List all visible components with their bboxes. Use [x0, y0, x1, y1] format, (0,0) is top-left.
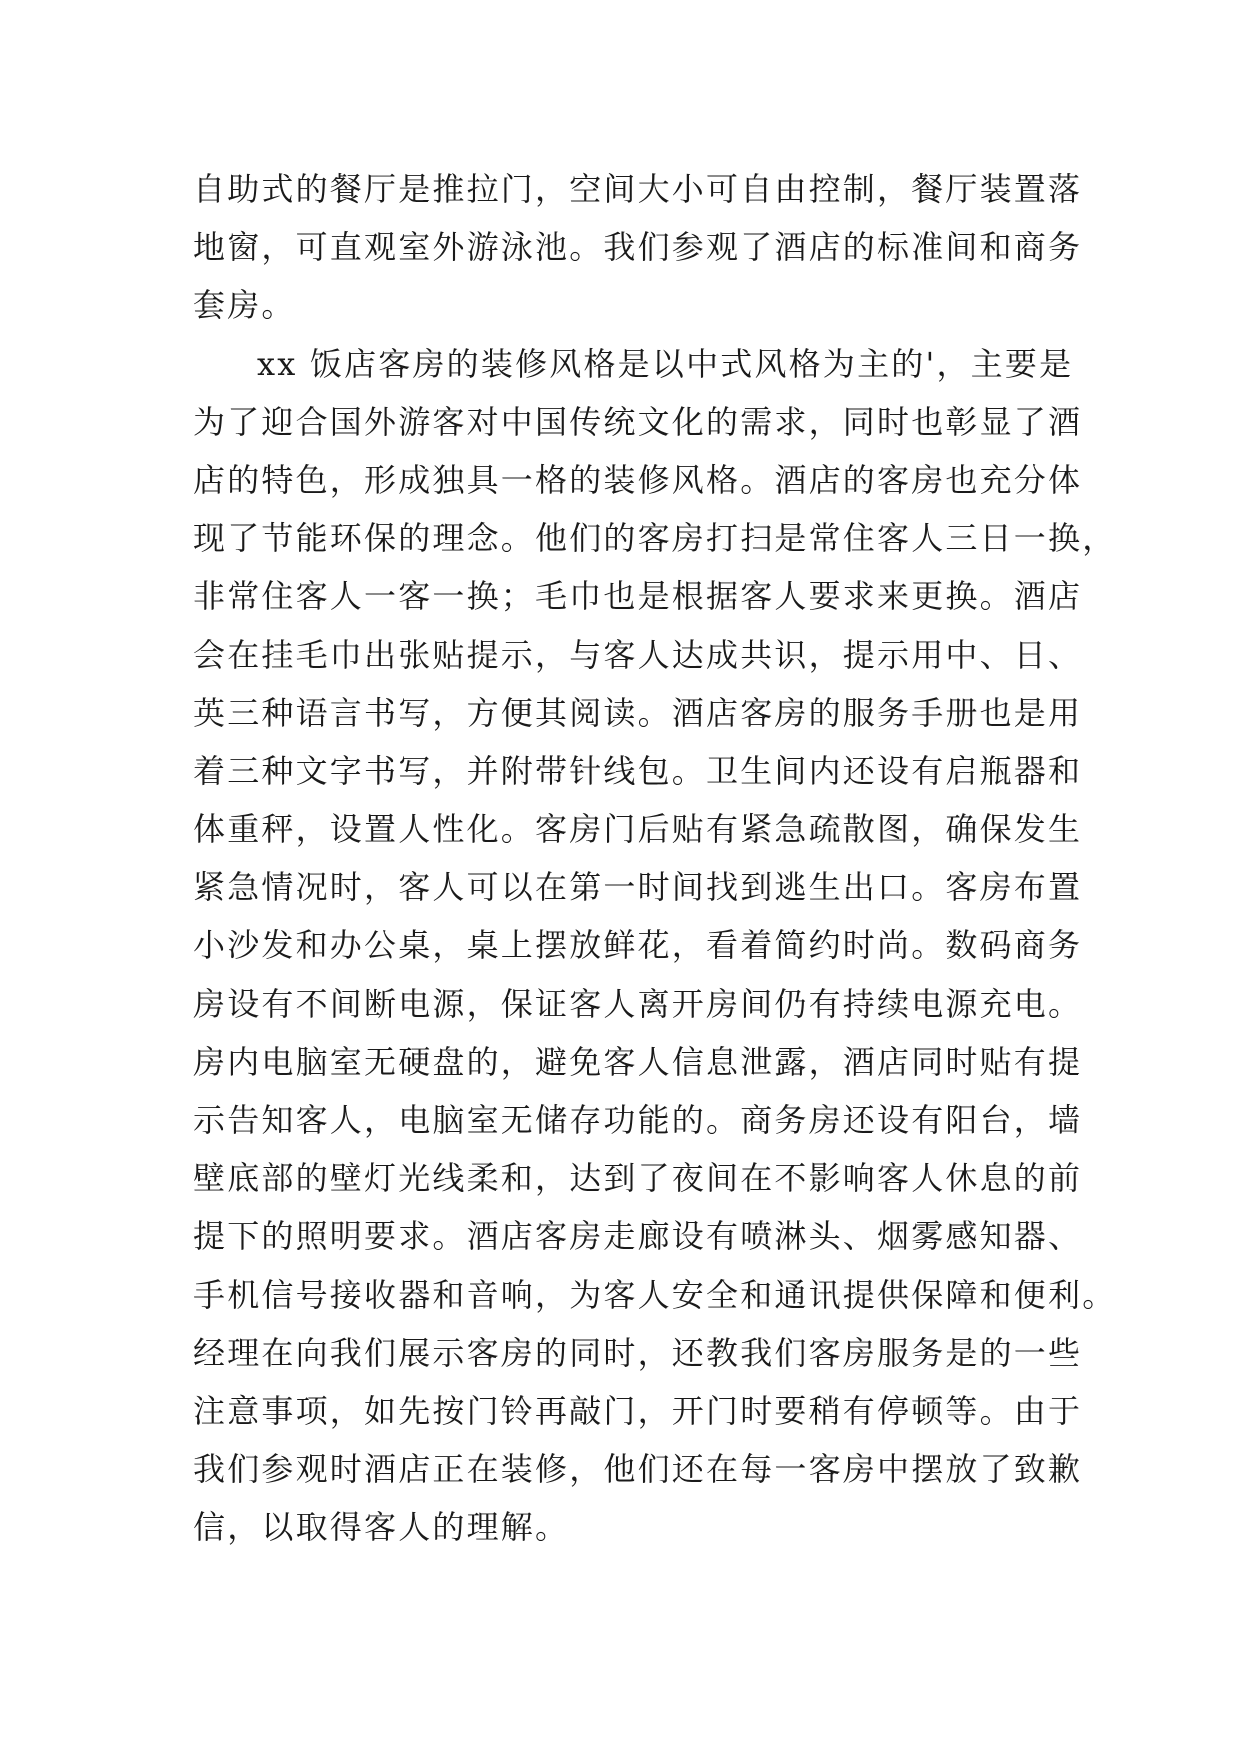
paragraph-1: [193, 160, 1083, 335]
paragraph-2: [193, 335, 1117, 1557]
text-line: 信，以取得客人的理解。: [193, 1508, 570, 1547]
text-line: 现了节能环保的理念。他们的客房打扫是常住客人三日一换，: [193, 519, 1117, 558]
text-line: 自助式的餐厅是推拉门，空间大小可自由控制，餐厅装置落: [193, 170, 1083, 208]
text-line: 体重秤，设置人性化。客房门后贴有紧急疏散图，确保发生: [193, 810, 1083, 849]
text-line: 为了迎合国外游客对中国传统文化的需求，同时也彰显了酒: [193, 402, 1083, 441]
text-line: 套房。: [193, 286, 296, 325]
text-line: 提下的照明要求。酒店客房走廊设有喷淋头、烟雾感知器、: [193, 1217, 1083, 1256]
text-line: 非常住客人一客一换；毛巾也是根据客人要求来更换。酒店: [193, 577, 1083, 616]
text-line: 房设有不间断电源，保证客人离开房间仍有持续电源充电。: [193, 984, 1083, 1023]
text-line: 地窗，可直观室外游泳池。我们参观了酒店的标准间和商务: [193, 228, 1083, 267]
text-line: xx 饭店客房的装修风格是以中式风格为主的'，主要是: [257, 344, 1074, 383]
text-line: 房内电脑室无硬盘的，避免客人信息泄露，酒店同时贴有提: [193, 1042, 1083, 1081]
text-line: 示告知客人，电脑室无储存功能的。商务房还设有阳台，墙: [193, 1101, 1083, 1139]
text-line: 店的特色，形成独具一格的装修风格。酒店的客房也充分体: [193, 460, 1083, 499]
text-line: 着三种文字书写，并附带针线包。卫生间内还设有启瓶器和: [193, 751, 1083, 790]
text-line: 壁底部的壁灯光线柔和，达到了夜间在不影响客人休息的前: [193, 1159, 1083, 1198]
text-line: 注意事项，如先按门铃再敲门，开门时要稍有停顿等。由于: [193, 1391, 1083, 1430]
text-line: 我们参观时酒店正在装修，他们还在每一客房中摆放了致歉: [193, 1450, 1083, 1489]
text-line: 手机信号接收器和音响，为客人安全和通讯提供保障和便利。: [193, 1275, 1117, 1314]
text-line: 会在挂毛巾出张贴提示，与客人达成共识，提示用中、日、: [193, 635, 1083, 674]
text-line: 经理在向我们展示客房的同时，还教我们客房服务是的一些: [193, 1333, 1083, 1372]
text-line: 英三种语言书写，方便其阅读。酒店客房的服务手册也是用: [193, 693, 1083, 732]
text-line: 小沙发和办公桌，桌上摆放鲜花，看着简约时尚。数码商务: [193, 926, 1083, 965]
text-line: 紧急情况时，客人可以在第一时间找到逃生出口。客房布置: [193, 868, 1083, 907]
document-body: [193, 160, 1117, 1557]
